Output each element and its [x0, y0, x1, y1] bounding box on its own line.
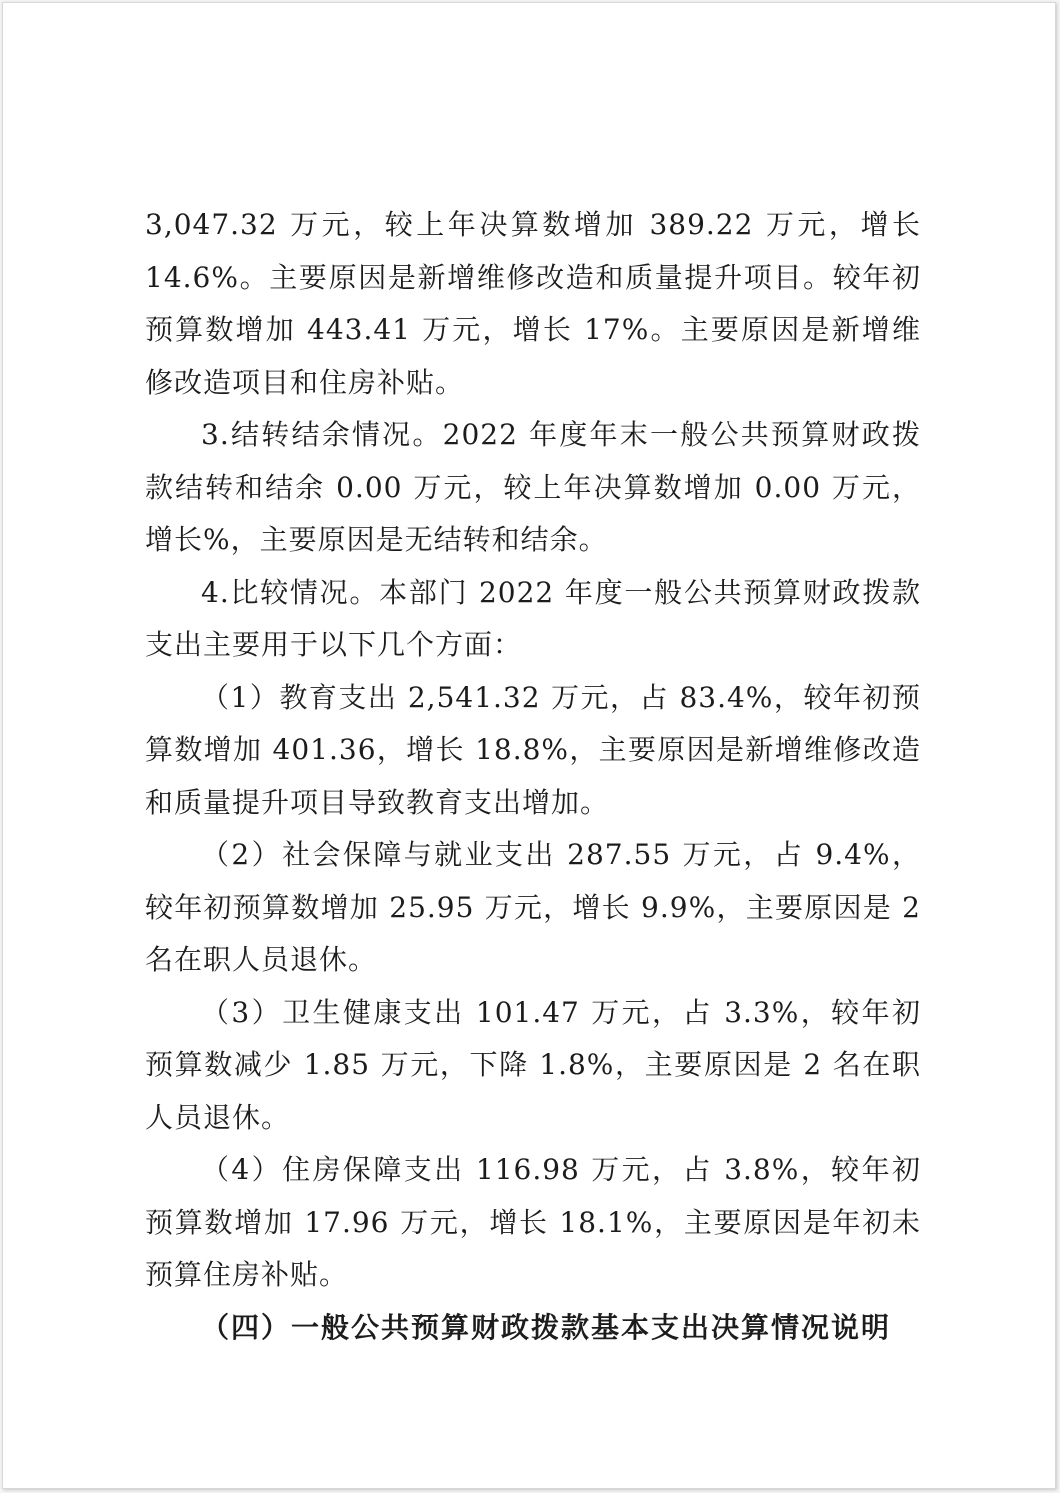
- paragraph-comparison: 4.比较情况。本部门 2022 年度一般公共预算财政拨款支出主要用于以下几个方面：: [145, 575, 921, 661]
- paragraph-housing-expenditure: （4）住房保障支出 116.98 万元，占 3.8%，较年初预算数增加 17.96 万元，增长 18.1%，主要原因是年初未预算住房补贴。: [145, 1153, 921, 1291]
- document-page: [2, 2, 1056, 1489]
- paragraph-continuation: 3,047.32 万元，较上年决算数增加 389.22 万元，增长 14.6%。主要原因是新增维修改造和质量提升项目。较年初预算数增加 443.41 万元，增长 17%。主要原因是新增维修改造项目和住房补贴。: [145, 208, 921, 399]
- paragraph-social-security-expenditure: （2）社会保障与就业支出 287.55 万元，占 9.4%，较年初预算数增加 25.95 万元，增长 9.9%，主要原因是 2 名在职人员退休。: [145, 838, 922, 976]
- paragraph-education-expenditure: （1）教育支出 2,541.32 万元，占 83.4%，较年初预算数增加 401.36，增长 18.8%，主要原因是新增维修改造和质量提升项目导致教育支出增加。: [145, 680, 921, 819]
- paragraph-carryover-balance: 3.结转结余情况。2022 年度年末一般公共预算财政拨款结转和结余 0.00 万元，较上年决算数增加 0.00 万元，增长%，主要原因是无结转和结余。: [145, 418, 921, 556]
- paragraph-health-expenditure: （3）卫生健康支出 101.47 万元，占 3.3%，较年初预算数减少 1.85 万元，下降 1.8%，主要原因是 2 名在职人员退休。: [145, 995, 921, 1134]
- section-heading: （四）一般公共预算财政拨款基本支出决算情况说明: [201, 1310, 892, 1344]
- document-body: [145, 199, 921, 1354]
